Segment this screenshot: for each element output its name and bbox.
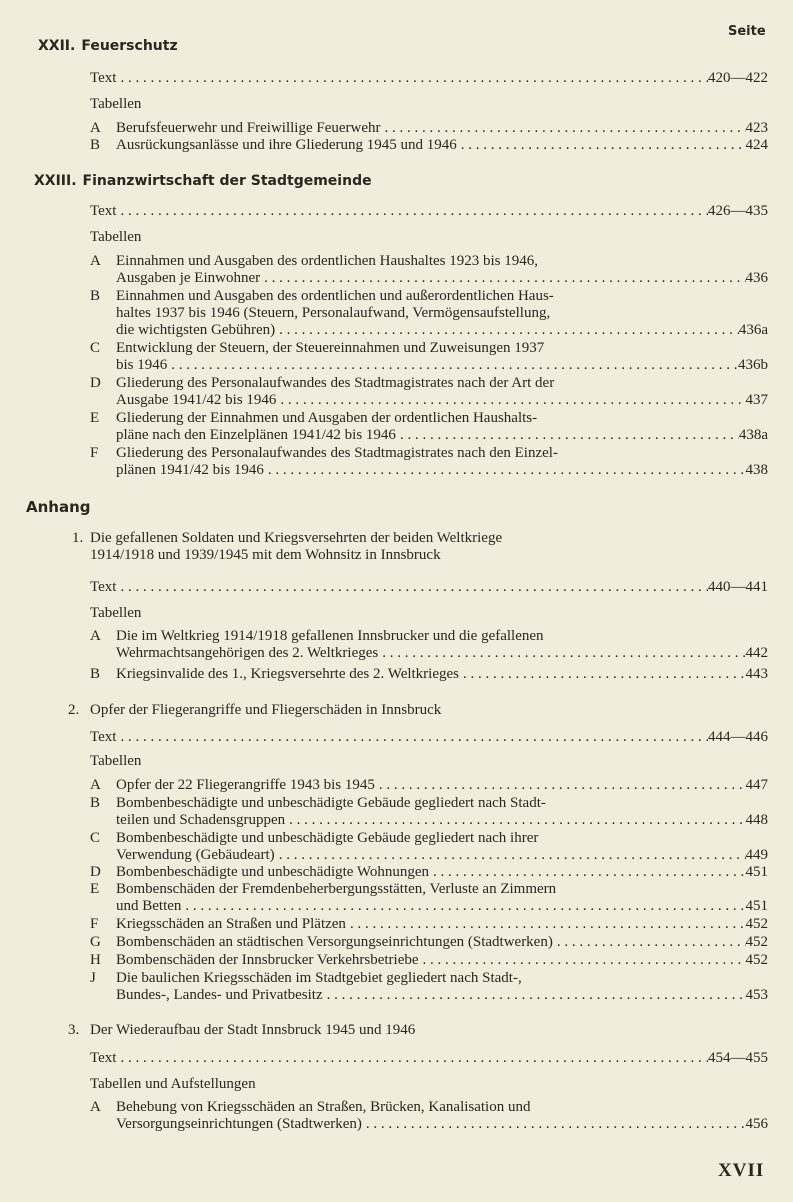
subsection-number: 3. [68, 1022, 80, 1038]
entry-title: plänen 1941/42 bis 1946 [116, 462, 264, 478]
entry-title-line: Gliederung der Einnahmen und Ausgaben der ordentlichen Haushalts- [116, 410, 538, 426]
entry-title: teilen und Schadensgruppen [116, 812, 286, 828]
toc-entry[interactable] [116, 934, 768, 951]
entry-title: Bombenschäden an städtischen Versorgungseinrichtungen (Stadtwerken) [116, 934, 553, 950]
leader-dots [275, 322, 739, 339]
leader-dots [396, 427, 739, 444]
item-letter: A [90, 777, 101, 793]
entry-title: pläne nach den Einzelplänen 1941/42 bis 1946 [116, 427, 396, 443]
leader-dots [116, 203, 708, 220]
leader-dots [276, 392, 745, 409]
leader-dots [275, 847, 746, 864]
entry-title: Verwendung (Gebäudeart) [116, 847, 275, 863]
entry-title: bis 1946 [116, 357, 168, 373]
leader-dots [362, 1116, 746, 1133]
entry-title: Ausgabe 1941/42 bis 1946 [116, 392, 277, 408]
entry-title: Bombenbeschädigte und unbeschädigte Wohnungen [116, 864, 430, 880]
page-ref: 442 [745, 645, 768, 661]
page-ref: 447 [745, 777, 768, 793]
item-letter: D [90, 375, 101, 391]
leader-dots [116, 70, 708, 87]
page-column-label: Seite [728, 24, 766, 39]
leader-dots [378, 645, 745, 662]
entry-title-line: Bombenbeschädigte und unbeschädigte Gebäude gegliedert nach Stadt- [116, 795, 546, 811]
page-ref: 436 [745, 270, 768, 286]
page-ref: 438a [738, 427, 768, 443]
toc-entry[interactable] [116, 952, 768, 969]
leader-dots [459, 666, 745, 683]
leader-dots [260, 270, 745, 287]
entry-title-line: Entwicklung der Steuern, der Steuereinnahmen und Zuweisungen 1937 [116, 340, 545, 356]
page-ref: 438 [745, 462, 768, 478]
text-label: Text [90, 203, 117, 219]
leader-dots [346, 916, 746, 933]
page-ref: 436b [738, 357, 768, 373]
item-letter: A [90, 120, 101, 136]
entry-title: Bombenschäden der Innsbrucker Verkehrsbetriebe [116, 952, 419, 968]
toc-entry[interactable] [116, 427, 768, 444]
leader-dots [323, 987, 746, 1004]
page-ref: 443 [745, 666, 768, 682]
entry-title-line: Gliederung des Personalaufwandes des Stadtmagistrates nach den Einzel- [116, 445, 558, 461]
item-letter: F [90, 445, 99, 461]
leader-dots [381, 120, 746, 137]
toc-entry[interactable] [116, 462, 768, 479]
toc-entry[interactable] [116, 847, 768, 864]
item-letter: D [90, 864, 101, 880]
toc-entry[interactable] [116, 322, 768, 339]
toc-entry[interactable] [116, 812, 768, 829]
tabellen-heading: Tabellen und Aufstellungen [90, 1076, 256, 1092]
item-letter: C [90, 340, 101, 356]
entry-title: Ausgaben je Einwohner [116, 270, 261, 286]
leader-dots [181, 898, 745, 915]
entry-title: Wehrmachtsangehörigen des 2. Weltkrieges [116, 645, 379, 661]
item-letter: B [90, 795, 101, 811]
page-ref: 420—422 [708, 70, 768, 86]
page-ref: 453 [745, 987, 768, 1003]
entry-title: Kriegsschäden an Straßen und Plätzen [116, 916, 346, 932]
entry-title: und Betten [116, 898, 182, 914]
page-ref: 456 [745, 1116, 768, 1132]
toc-entry[interactable] [116, 120, 768, 137]
tabellen-heading: Tabellen [90, 96, 142, 112]
toc-entry[interactable] [116, 1116, 768, 1133]
page-ref: 452 [745, 916, 768, 932]
leader-dots [116, 729, 708, 746]
anhang-heading: Anhang [26, 498, 91, 516]
page-ref: 449 [745, 847, 768, 863]
toc-entry[interactable] [116, 666, 768, 683]
toc-entry[interactable] [116, 357, 768, 374]
entry-title-line: haltes 1937 bis 1946 (Steuern, Personalaufwand, Vermögensaufstellung, [116, 305, 551, 321]
subsection-title-line: 1914/1918 und 1939/1945 mit dem Wohnsitz in Innsbruck [90, 547, 441, 563]
page-ref: 424 [745, 137, 768, 153]
leader-dots [457, 137, 746, 154]
page-ref: 426—435 [708, 203, 768, 219]
page-number: XVII [718, 1160, 765, 1181]
toc-entry[interactable] [116, 137, 768, 154]
subsection-title-line: Opfer der Fliegerangriffe und Fliegerschäden in Innsbruck [90, 702, 442, 718]
entry-title-line: Einnahmen und Ausgaben des ordentlichen Haushaltes 1923 bis 1946, [116, 253, 539, 269]
section-number: XXIII. [34, 173, 77, 189]
section-title: Finanzwirtschaft der Stadtgemeinde [82, 173, 372, 189]
entry-title-line: Gliederung des Personalaufwandes des Stadtmagistrates nach der Art der [116, 375, 555, 391]
entry-title: die wichtigsten Gebühren) [116, 322, 276, 338]
page-ref: 452 [745, 952, 768, 968]
leader-dots [375, 777, 746, 794]
toc-entry[interactable] [116, 777, 768, 794]
item-letter: E [90, 881, 100, 897]
leader-dots [264, 462, 746, 479]
page-ref: 448 [745, 812, 768, 828]
item-letter: F [90, 916, 99, 932]
toc-entry[interactable] [116, 864, 768, 881]
item-letter: H [90, 952, 101, 968]
item-letter: A [90, 253, 101, 269]
entry-title: Ausrückungsanlässe und ihre Gliederung 1945 und 1946 [116, 137, 457, 153]
text-label: Text [90, 1050, 117, 1066]
toc-entry[interactable] [116, 916, 768, 933]
subsection-title-line: Der Wiederaufbau der Stadt Innsbruck 1945 und 1946 [90, 1022, 416, 1038]
subsection-number: 1. [72, 530, 84, 546]
toc-entry[interactable] [116, 270, 768, 287]
tabellen-heading: Tabellen [90, 753, 142, 769]
page-ref: 452 [745, 934, 768, 950]
entry-title-line: Behebung von Kriegsschäden an Straßen, Brücken, Kanalisation und [116, 1099, 531, 1115]
page-ref: 444—446 [708, 729, 768, 745]
item-letter: B [90, 666, 101, 682]
toc-entry[interactable] [116, 392, 768, 409]
leader-dots [429, 864, 745, 881]
entry-title: Kriegsinvalide des 1., Kriegsversehrte des 2. Weltkrieges [116, 666, 460, 682]
entry-title-line: Einnahmen und Ausgaben des ordentlichen und außerordentlichen Haus- [116, 288, 554, 304]
item-letter: G [90, 934, 101, 950]
toc-text-row[interactable] [90, 1050, 768, 1067]
text-label: Text [90, 729, 117, 745]
text-label: Text [90, 579, 117, 595]
section-heading-xxii [38, 38, 178, 54]
tabellen-heading: Tabellen [90, 229, 142, 245]
section-title: Feuerschutz [81, 38, 178, 54]
item-letter: B [90, 288, 101, 304]
section-number: XXII. [38, 38, 76, 54]
entry-title: Opfer der 22 Fliegerangriffe 1943 bis 1945 [116, 777, 375, 793]
leader-dots [285, 812, 745, 829]
toc-text-row[interactable] [90, 70, 768, 87]
toc-entry[interactable] [116, 898, 768, 915]
page-ref: 451 [745, 864, 768, 880]
entry-title-line: Bombenbeschädigte und unbeschädigte Gebäude gegliedert nach ihrer [116, 830, 539, 846]
subsection-title-line: Die gefallenen Soldaten und Kriegsversehrten der beiden Weltkriege [90, 530, 503, 546]
entry-title-line: Die im Weltkrieg 1914/1918 gefallenen Innsbrucker und die gefallenen [116, 628, 544, 644]
page-ref: 423 [745, 120, 768, 136]
item-letter: B [90, 137, 101, 153]
entry-title: Berufsfeuerwehr und Freiwillige Feuerwehr [116, 120, 381, 136]
entry-title-line: Die baulichen Kriegsschäden im Stadtgebiet gegliedert nach Stadt-, [116, 970, 522, 986]
item-letter: E [90, 410, 100, 426]
page-ref: 440—441 [708, 579, 768, 595]
entry-title-line: Bombenschäden der Fremdenbeherbergungsstätten, Verluste an Zimmern [116, 881, 557, 897]
page-ref: 451 [745, 898, 768, 914]
item-letter: A [90, 628, 101, 644]
toc-entry[interactable] [116, 987, 768, 1004]
leader-dots [167, 357, 738, 374]
tabellen-heading: Tabellen [90, 605, 142, 621]
entry-title: Bundes-, Landes- und Privatbesitz [116, 987, 323, 1003]
page-ref: 437 [745, 392, 768, 408]
page-ref: 454—455 [708, 1050, 768, 1066]
leader-dots [553, 934, 746, 951]
item-letter: A [90, 1099, 101, 1115]
text-label: Text [90, 70, 117, 86]
toc-text-row[interactable] [90, 729, 768, 746]
subsection-number: 2. [68, 702, 80, 718]
toc-text-row[interactable] [90, 203, 768, 220]
page-ref: 436a [738, 322, 768, 338]
item-letter: J [90, 970, 96, 986]
leader-dots [116, 1050, 708, 1067]
toc-text-row[interactable] [90, 579, 768, 596]
entry-title: Versorgungseinrichtungen (Stadtwerken) [116, 1116, 362, 1132]
toc-entry[interactable] [116, 645, 768, 662]
leader-dots [419, 952, 746, 969]
leader-dots [116, 579, 708, 596]
section-heading-xxiii [34, 173, 372, 189]
item-letter: C [90, 830, 101, 846]
